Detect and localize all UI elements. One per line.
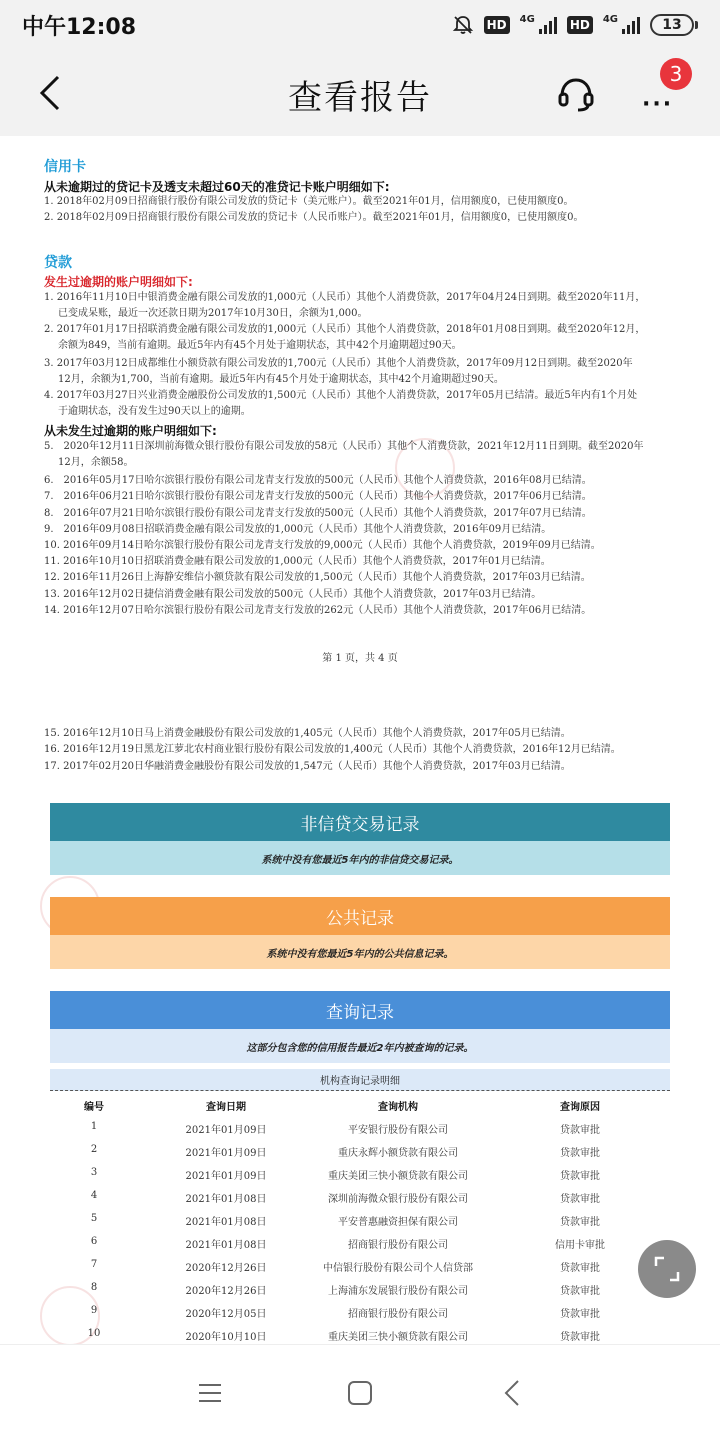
cell-org: 重庆美团三快小额贷款有限公司 bbox=[328, 1171, 468, 1182]
signal-icon bbox=[539, 16, 557, 34]
col-header: 查询日期 bbox=[206, 1102, 246, 1113]
table-row bbox=[50, 1117, 670, 1139]
public-records-section bbox=[50, 897, 670, 969]
credit-card-title: 信用卡 bbox=[44, 159, 86, 175]
battery-icon bbox=[650, 14, 698, 36]
cell-org: 上海浦东发展银行股份有限公司 bbox=[328, 1286, 468, 1297]
battery-level: 13 bbox=[650, 14, 694, 36]
table-row bbox=[50, 1186, 670, 1208]
cell-date: 2020年12月26日 bbox=[185, 1263, 267, 1274]
query-records-section bbox=[50, 991, 670, 1063]
cell-reason: 信用卡审批 bbox=[555, 1240, 605, 1251]
query-table-title: 机构查询记录明细 bbox=[50, 1069, 670, 1091]
cell-reason: 贷款审批 bbox=[560, 1148, 600, 1159]
credit-card-subtitle: 从未逾期过的贷记卡及透支未超过60天的准贷记卡账户明细如下: bbox=[44, 180, 390, 194]
home-square-icon bbox=[347, 1380, 373, 1406]
cell-org: 招商银行股份有限公司 bbox=[348, 1240, 448, 1251]
non-credit-title: 非信贷交易记录 bbox=[50, 803, 670, 841]
normal-item: 7. 2016年06月21日哈尔滨银行股份有限公司龙青支行发放的500元（人民币）其他个人消费贷款，2017年06月已结清。 bbox=[44, 491, 592, 502]
hd-icon: HD bbox=[567, 16, 593, 34]
cell-date: 2020年12月05日 bbox=[185, 1309, 267, 1320]
cell-no: 10 bbox=[87, 1328, 101, 1339]
cell-org: 重庆永辉小额贷款有限公司 bbox=[338, 1148, 458, 1159]
cell-no: 4 bbox=[90, 1190, 98, 1201]
loan-item: 17. 2017年02月20日华融消费金融股份有限公司发放的1,547元（人民币）其他个人消费贷款，2017年03月已结清。 bbox=[44, 761, 571, 772]
cell-reason: 贷款审批 bbox=[560, 1309, 600, 1320]
cell-no: 2 bbox=[90, 1144, 98, 1155]
overdue-item: 4. 2017年03月27日兴业消费金融股份公司发放的1,500元（人民币）其他个人消费贷款，2017年05月已结清。最近5年内有1个月处 bbox=[44, 390, 638, 401]
loan-item: 16. 2016年12月19日黑龙江萝北农村商业银行股份有限公司发放的1,400元（人民币）其他个人消费贷款，2016年12月已结清。 bbox=[44, 744, 621, 755]
cell-date: 2020年12月26日 bbox=[185, 1286, 267, 1297]
fullscreen-button[interactable] bbox=[638, 1240, 696, 1298]
cell-no: 3 bbox=[90, 1167, 98, 1178]
cell-no: 1 bbox=[90, 1121, 98, 1132]
status-icons bbox=[452, 14, 698, 36]
cell-date: 2020年10月10日 bbox=[185, 1332, 267, 1343]
table-row bbox=[50, 1324, 670, 1344]
signal-icon bbox=[622, 16, 640, 34]
cell-reason: 贷款审批 bbox=[560, 1194, 600, 1205]
cell-date: 2021年01月09日 bbox=[185, 1171, 267, 1182]
loans-title: 贷款 bbox=[44, 255, 72, 271]
page-title: 查看报告 bbox=[288, 78, 432, 118]
query-table-header bbox=[50, 1094, 670, 1116]
query-records-desc: 这部分包含您的信用报告最近2年内被查询的记录。 bbox=[50, 1029, 670, 1063]
cell-date: 2021年01月09日 bbox=[185, 1148, 267, 1159]
public-records-title: 公共记录 bbox=[50, 897, 670, 935]
table-row bbox=[50, 1163, 670, 1185]
cell-no: 7 bbox=[90, 1259, 98, 1270]
customer-service-button[interactable] bbox=[554, 72, 598, 116]
cell-reason: 贷款审批 bbox=[560, 1286, 600, 1297]
cell-date: 2021年01月08日 bbox=[185, 1217, 267, 1228]
normal-item: 5. 2020年12月11日深圳前海微众银行股份有限公司发放的58元（人民币）其他个人消费贷款，2021年12月11日到期。截至2020年 bbox=[44, 441, 644, 452]
app-header bbox=[0, 50, 720, 136]
back-nav-button[interactable] bbox=[492, 1375, 532, 1411]
cell-reason: 贷款审批 bbox=[560, 1332, 600, 1343]
cell-org: 平安普惠融资担保有限公司 bbox=[338, 1217, 458, 1228]
table-row bbox=[50, 1278, 670, 1300]
overdue-item: 2. 2017年01月17日招联消费金融有限公司发放的1,000元（人民币）其他个人消费贷款，2018年01月08日到期。截至2020年12月， bbox=[44, 324, 646, 335]
cell-date: 2021年01月09日 bbox=[185, 1125, 267, 1136]
cell-reason: 贷款审批 bbox=[560, 1217, 600, 1228]
cell-date: 2021年01月08日 bbox=[185, 1240, 267, 1251]
normal-item: 8. 2016年07月21日哈尔滨银行股份有限公司龙青支行发放的500元（人民币）其他个人消费贷款，2017年07月已结清。 bbox=[44, 508, 592, 519]
cell-reason: 贷款审批 bbox=[560, 1125, 600, 1136]
overdue-item: 1. 2016年11月10日中银消费金融有限公司发放的1,000元（人民币）其他个人消费贷款，2017年04月24日到期。截至2020年11月， bbox=[44, 292, 646, 303]
menu-icon bbox=[197, 1382, 223, 1404]
system-nav-bar bbox=[0, 1344, 720, 1440]
mute-bell-icon bbox=[452, 14, 474, 36]
page-footer: 第 1 页，共 4 页 bbox=[322, 653, 398, 664]
fullscreen-icon bbox=[652, 1254, 682, 1284]
normal-subtitle: 从未发生过逾期的账户明细如下: bbox=[44, 424, 217, 438]
network-type: 4G bbox=[519, 14, 535, 25]
network-type: 4G bbox=[602, 14, 618, 25]
hd-icon: HD bbox=[484, 16, 510, 34]
overdue-item: 12月，余额为1,700，当前有逾期。最近5年内有45个月处于逾期状态，其中42个月逾期超过90天。 bbox=[58, 374, 504, 385]
cell-no: 6 bbox=[90, 1236, 98, 1247]
back-arrow-icon bbox=[504, 1379, 520, 1407]
table-row bbox=[50, 1255, 670, 1277]
report-document[interactable] bbox=[0, 136, 720, 1344]
cell-date: 2021年01月08日 bbox=[185, 1194, 267, 1205]
cell-org: 深圳前海微众银行股份有限公司 bbox=[328, 1194, 468, 1205]
normal-item: 6. 2016年05月17日哈尔滨银行股份有限公司龙青支行发放的500元（人民币）其他个人消费贷款，2016年08月已结清。 bbox=[44, 475, 592, 486]
table-row bbox=[50, 1209, 670, 1231]
col-header: 编号 bbox=[84, 1102, 104, 1113]
loan-item: 15. 2016年12月10日马上消费金融股份有限公司发放的1,405元（人民币）其他个人消费贷款，2017年05月已结清。 bbox=[44, 728, 571, 739]
overdue-item: 于逾期状态，没有发生过90天以上的逾期。 bbox=[58, 406, 251, 417]
cell-org: 招商银行股份有限公司 bbox=[348, 1309, 448, 1320]
overdue-item: 余额为849，当前有逾期。最近5年内有45个月处于逾期状态，其中42个月逾期超过90天。 bbox=[58, 340, 462, 351]
table-row bbox=[50, 1140, 670, 1162]
query-records-title: 查询记录 bbox=[50, 991, 670, 1029]
public-records-desc: 系统中没有您最近5年内的公共信息记录。 bbox=[50, 935, 670, 969]
non-credit-desc: 系统中没有您最近5年内的非信贷交易记录。 bbox=[50, 841, 670, 875]
normal-item: 11. 2016年10月10日招联消费金融有限公司发放的1,000元（人民币）其他个人消费贷款，2017年01月已结清。 bbox=[44, 556, 551, 567]
credit-card-item: 2. 2018年02月09日招商银行股份有限公司发放的贷记卡（人民币账户）。截至2021年01月，信用额度0，已使用额度0。 bbox=[44, 212, 584, 223]
overdue-item: 3. 2017年03月12日成都维仕小额贷款有限公司发放的1,700元（人民币）其他个人消费贷款，2017年09月12日到期。截至2020年 bbox=[44, 358, 633, 369]
normal-item: 14. 2016年12月07日哈尔滨银行股份有限公司龙青支行发放的262元（人民币）其他个人消费贷款，2017年06月已结清。 bbox=[44, 605, 592, 616]
overdue-item: 已变成呆账，最近一次还款日期为2017年10月30日，余额为1,000。 bbox=[58, 308, 368, 319]
table-row bbox=[50, 1301, 670, 1323]
home-button[interactable] bbox=[340, 1375, 380, 1411]
non-credit-section bbox=[50, 803, 670, 875]
overdue-subtitle: 发生过逾期的账户明细如下: bbox=[44, 275, 193, 289]
cell-no: 8 bbox=[90, 1282, 98, 1293]
credit-card-item: 1. 2018年02月09日招商银行股份有限公司发放的贷记卡（美元账户）。截至2021年01月，信用额度0，已使用额度0。 bbox=[44, 196, 574, 207]
cell-org: 平安银行股份有限公司 bbox=[348, 1125, 448, 1136]
headset-icon bbox=[556, 74, 596, 114]
recents-button[interactable] bbox=[190, 1375, 230, 1411]
more-dots-icon: ··· bbox=[642, 92, 674, 117]
table-row bbox=[50, 1232, 670, 1254]
normal-item: 13. 2016年12月02日捷信消费金融有限公司发放的500元（人民币）其他个人消费贷款，2017年03月已结清。 bbox=[44, 589, 542, 600]
normal-item: 12. 2016年11月26日上海静安维信小额贷款有限公司发放的1,500元（人民币）其他个人消费贷款，2017年03月已结清。 bbox=[44, 572, 591, 583]
normal-item: 9. 2016年09月08日招联消费金融有限公司发放的1,000元（人民币）其他个人消费贷款，2016年09月已结清。 bbox=[44, 524, 552, 535]
cell-no: 9 bbox=[90, 1305, 98, 1316]
status-bar bbox=[0, 0, 720, 50]
normal-item: 10. 2016年09月14日哈尔滨银行股份有限公司龙青支行发放的9,000元（人民币）其他个人消费贷款，2019年09月已结清。 bbox=[44, 540, 601, 551]
normal-item: 12月，余额58。 bbox=[58, 457, 134, 468]
cell-reason: 贷款审批 bbox=[560, 1171, 600, 1182]
cell-org: 重庆美团三快小额贷款有限公司 bbox=[328, 1332, 468, 1343]
cell-reason: 贷款审批 bbox=[560, 1263, 600, 1274]
col-header: 查询机构 bbox=[378, 1102, 418, 1113]
cell-org: 中信银行股份有限公司个人信贷部 bbox=[323, 1263, 473, 1274]
status-time: 中午12:08 bbox=[22, 14, 137, 40]
col-header: 查询原因 bbox=[560, 1102, 600, 1113]
notification-badge: 3 bbox=[660, 58, 692, 90]
cell-no: 5 bbox=[90, 1213, 98, 1224]
